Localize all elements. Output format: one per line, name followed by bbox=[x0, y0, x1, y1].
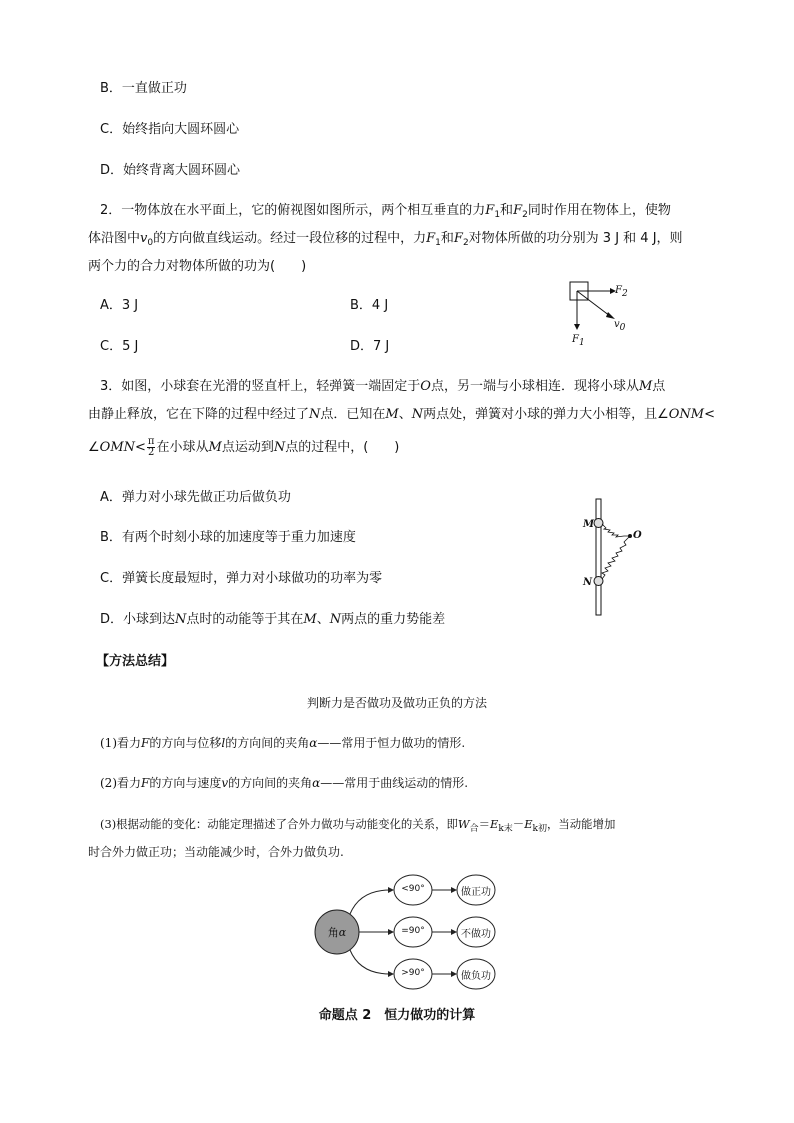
summary-item-2: (2)看力F的方向与速度v的方向间的夹角α——常用于曲线运动的情形. bbox=[100, 776, 469, 790]
summary-item-3-line-1: (3)根据动能的变化：动能定理描述了合外力做功与动能变化的关系，即$W_合=E_{k末}-E_{k初}$，当动能增加 bbox=[100, 817, 616, 834]
summary-heading: 【方法总结】 bbox=[96, 654, 175, 669]
diagram-no-work: 不做功 bbox=[461, 929, 491, 940]
q2-option-a: A．3 J bbox=[100, 298, 139, 313]
diagram-eq90: =90° bbox=[401, 926, 425, 936]
diagram-lt90: <90° bbox=[401, 884, 425, 894]
diagram-negative-work: 做负功 bbox=[461, 971, 491, 982]
q2-fig-v0-label: $v_0$ bbox=[614, 319, 626, 333]
diagram-center-label: 角α bbox=[327, 926, 347, 939]
diagram-positive-work: 做正功 bbox=[461, 887, 491, 898]
diagram-gt90: >90° bbox=[401, 968, 425, 978]
q2-option-d: D．7 J bbox=[350, 339, 390, 354]
q3-option-b: B．有两个时刻小球的加速度等于重力加速度 bbox=[100, 530, 356, 545]
q3-line-1: 3．如图，小球套在光滑的竖直杆上，轻弹簧一端固定于O点，另一端与小球相连．现将小球从M点 bbox=[100, 379, 666, 394]
q1-option-c: C．始终指向大圆环圆心 bbox=[100, 122, 240, 137]
q2-fig-f2-label: $F_2$ bbox=[615, 285, 628, 299]
section-title: 命题点 2 恒力做功的计算 bbox=[318, 1008, 476, 1023]
q2-fig-f1-label: $F_1$ bbox=[572, 334, 585, 348]
q3-fig-o-label: O bbox=[633, 530, 642, 541]
q3-spring-figure bbox=[580, 495, 650, 620]
q2-option-c: C．5 J bbox=[100, 339, 139, 354]
q3-option-d: D．小球到达N点时的动能等于其在M、N两点的重力势能差 bbox=[100, 612, 446, 627]
q2-option-b: B．4 J bbox=[350, 298, 389, 313]
q3-fig-n-label: N bbox=[583, 577, 593, 588]
summary-item-3-line-2: 时合外力做正功；当动能减少时，合外力做负功. bbox=[88, 845, 344, 859]
q3-option-c: C．弹簧长度最短时，弹力对小球做功的功率为零 bbox=[100, 571, 383, 586]
q3-fig-m-label: M bbox=[583, 519, 595, 530]
q3-line-2: 由静止释放，它在下降的过程中经过了N点．已知在M、N两点处，弹簧对小球的弹力大小相等，且∠ONM< bbox=[88, 407, 716, 422]
summary-title: 判断力是否做功及做功正负的方法 bbox=[306, 696, 487, 710]
q2-line-2: 体沿图中$v_0$的方向做直线运动。经过一段位移的过程中，力$F_1$和$F_2$对物体所做的功分别为 3 J 和 4 J，则 bbox=[88, 231, 683, 248]
q2-line-1: 2．一物体放在水平面上，它的俯视图如图所示，两个相互垂直的力$F_1$和$F_2$同时作用在物体上，使物 bbox=[100, 203, 671, 220]
q2-line-3: 两个力的合力对物体所做的功为( ) bbox=[88, 259, 307, 274]
q3-option-a: A．弹力对小球先做正功后做负功 bbox=[100, 490, 291, 505]
q1-option-b: B．一直做正功 bbox=[100, 81, 187, 96]
q3-line-3: ∠OMN< $\frac{\pi}{2}$ 在小球从M点运动到N点的过程中，( ) bbox=[88, 436, 400, 458]
q1-option-d: D．始终背离大圆环圆心 bbox=[100, 163, 241, 178]
summary-item-1: (1)看力F的方向与位移l的方向间的夹角α——常用于恒力做功的情形. bbox=[100, 736, 466, 750]
